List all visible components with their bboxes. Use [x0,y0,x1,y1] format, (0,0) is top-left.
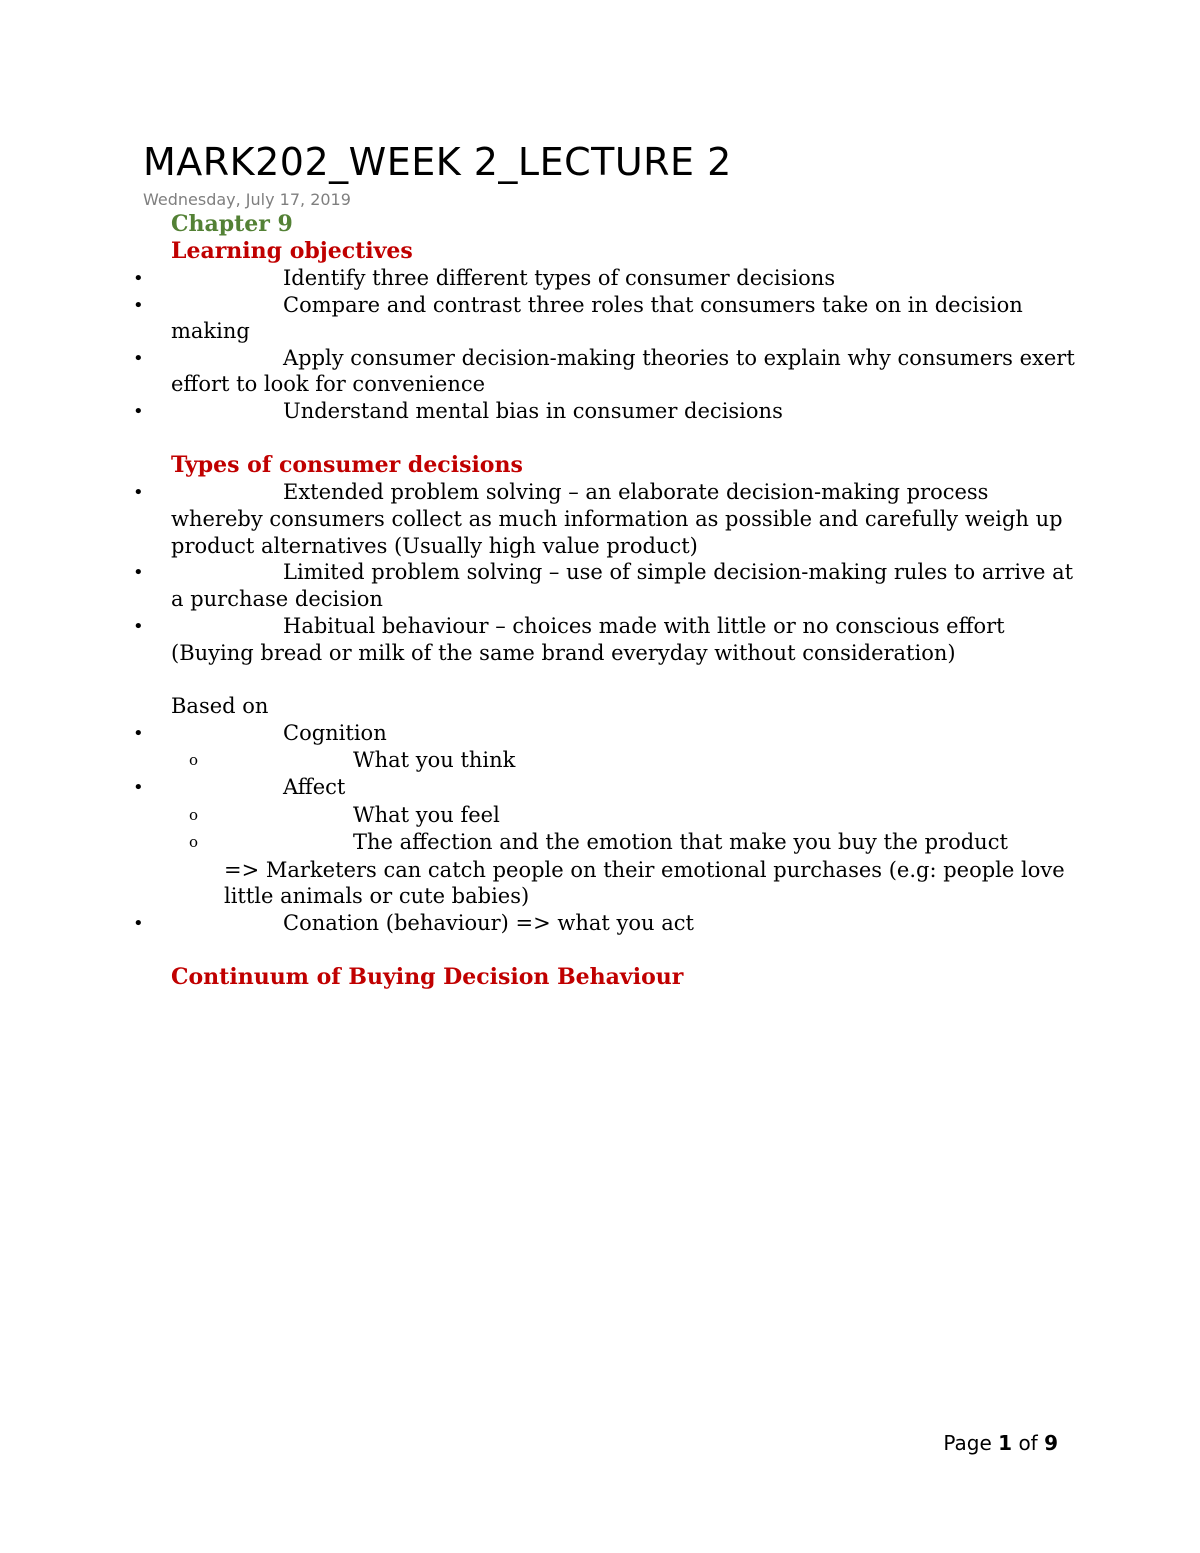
sub-list-item: What you feel [353,803,500,827]
list-item: Extended problem solving – an elaborate decision-making process [283,480,989,504]
bullet-icon: • [133,268,144,289]
footer-current-page: 1 [998,1431,1013,1455]
learning-objectives-heading: Learning objectives [171,238,413,264]
list-item: Conation (behaviour) => what you act [283,911,694,935]
list-item-continuation: a purchase decision [171,587,383,611]
bullet-icon: • [133,482,144,503]
list-item-continuation: effort to look for convenience [171,372,486,396]
list-item: Identify three different types of consumer decisions [283,266,836,290]
list-item: Understand mental bias in consumer decisions [283,399,783,423]
list-item-continuation: whereby consumers collect as much information as possible and carefully weigh up [171,507,1063,531]
list-item: Apply consumer decision-making theories to explain why consumers exert [283,346,1075,370]
page-footer [943,1431,1058,1455]
footer-of-word: of [1018,1431,1038,1455]
bullet-icon: • [133,348,144,369]
list-item: Habitual behaviour – choices made with little or no conscious effort [283,614,1005,638]
bullet-icon: • [133,295,144,316]
list-item: Cognition [283,721,387,745]
bullet-icon: • [133,562,144,583]
footer-total-pages: 9 [1044,1431,1058,1455]
sub-list-item-continuation: => Marketers can catch people on their emotional purchases (e.g: people love [224,858,1065,882]
chapter-heading: Chapter 9 [171,211,293,237]
bullet-icon: • [133,723,144,744]
sub-list-item: What you think [353,748,516,772]
circle-bullet-icon: o [189,751,199,769]
types-heading: Types of consumer decisions [171,452,523,478]
list-item-continuation: making [171,319,250,343]
page-date: Wednesday, July 17, 2019 [143,190,351,209]
footer-page-word: Page [943,1431,992,1455]
bullet-icon: • [133,616,144,637]
sub-list-item-continuation: little animals or cute babies) [224,884,530,908]
based-on-label: Based on [171,694,269,718]
circle-bullet-icon: o [189,806,199,824]
list-item: Compare and contrast three roles that consumers take on in decision [283,293,1023,317]
sub-list-item: The affection and the emotion that make you buy the product [353,830,1008,854]
list-item: Limited problem solving – use of simple decision-making rules to arrive at [283,560,1074,584]
list-item: Affect [283,775,346,799]
circle-bullet-icon: o [189,833,199,851]
list-item-continuation: (Buying bread or milk of the same brand everyday without consideration) [171,641,956,665]
page-title: MARK202_WEEK 2_LECTURE 2 [143,140,732,184]
list-item-continuation: product alternatives (Usually high value product) [171,534,698,558]
bullet-icon: • [133,777,144,798]
bullet-icon: • [133,401,144,422]
continuum-heading: Continuum of Buying Decision Behaviour [171,964,684,990]
bullet-icon: • [133,913,144,934]
